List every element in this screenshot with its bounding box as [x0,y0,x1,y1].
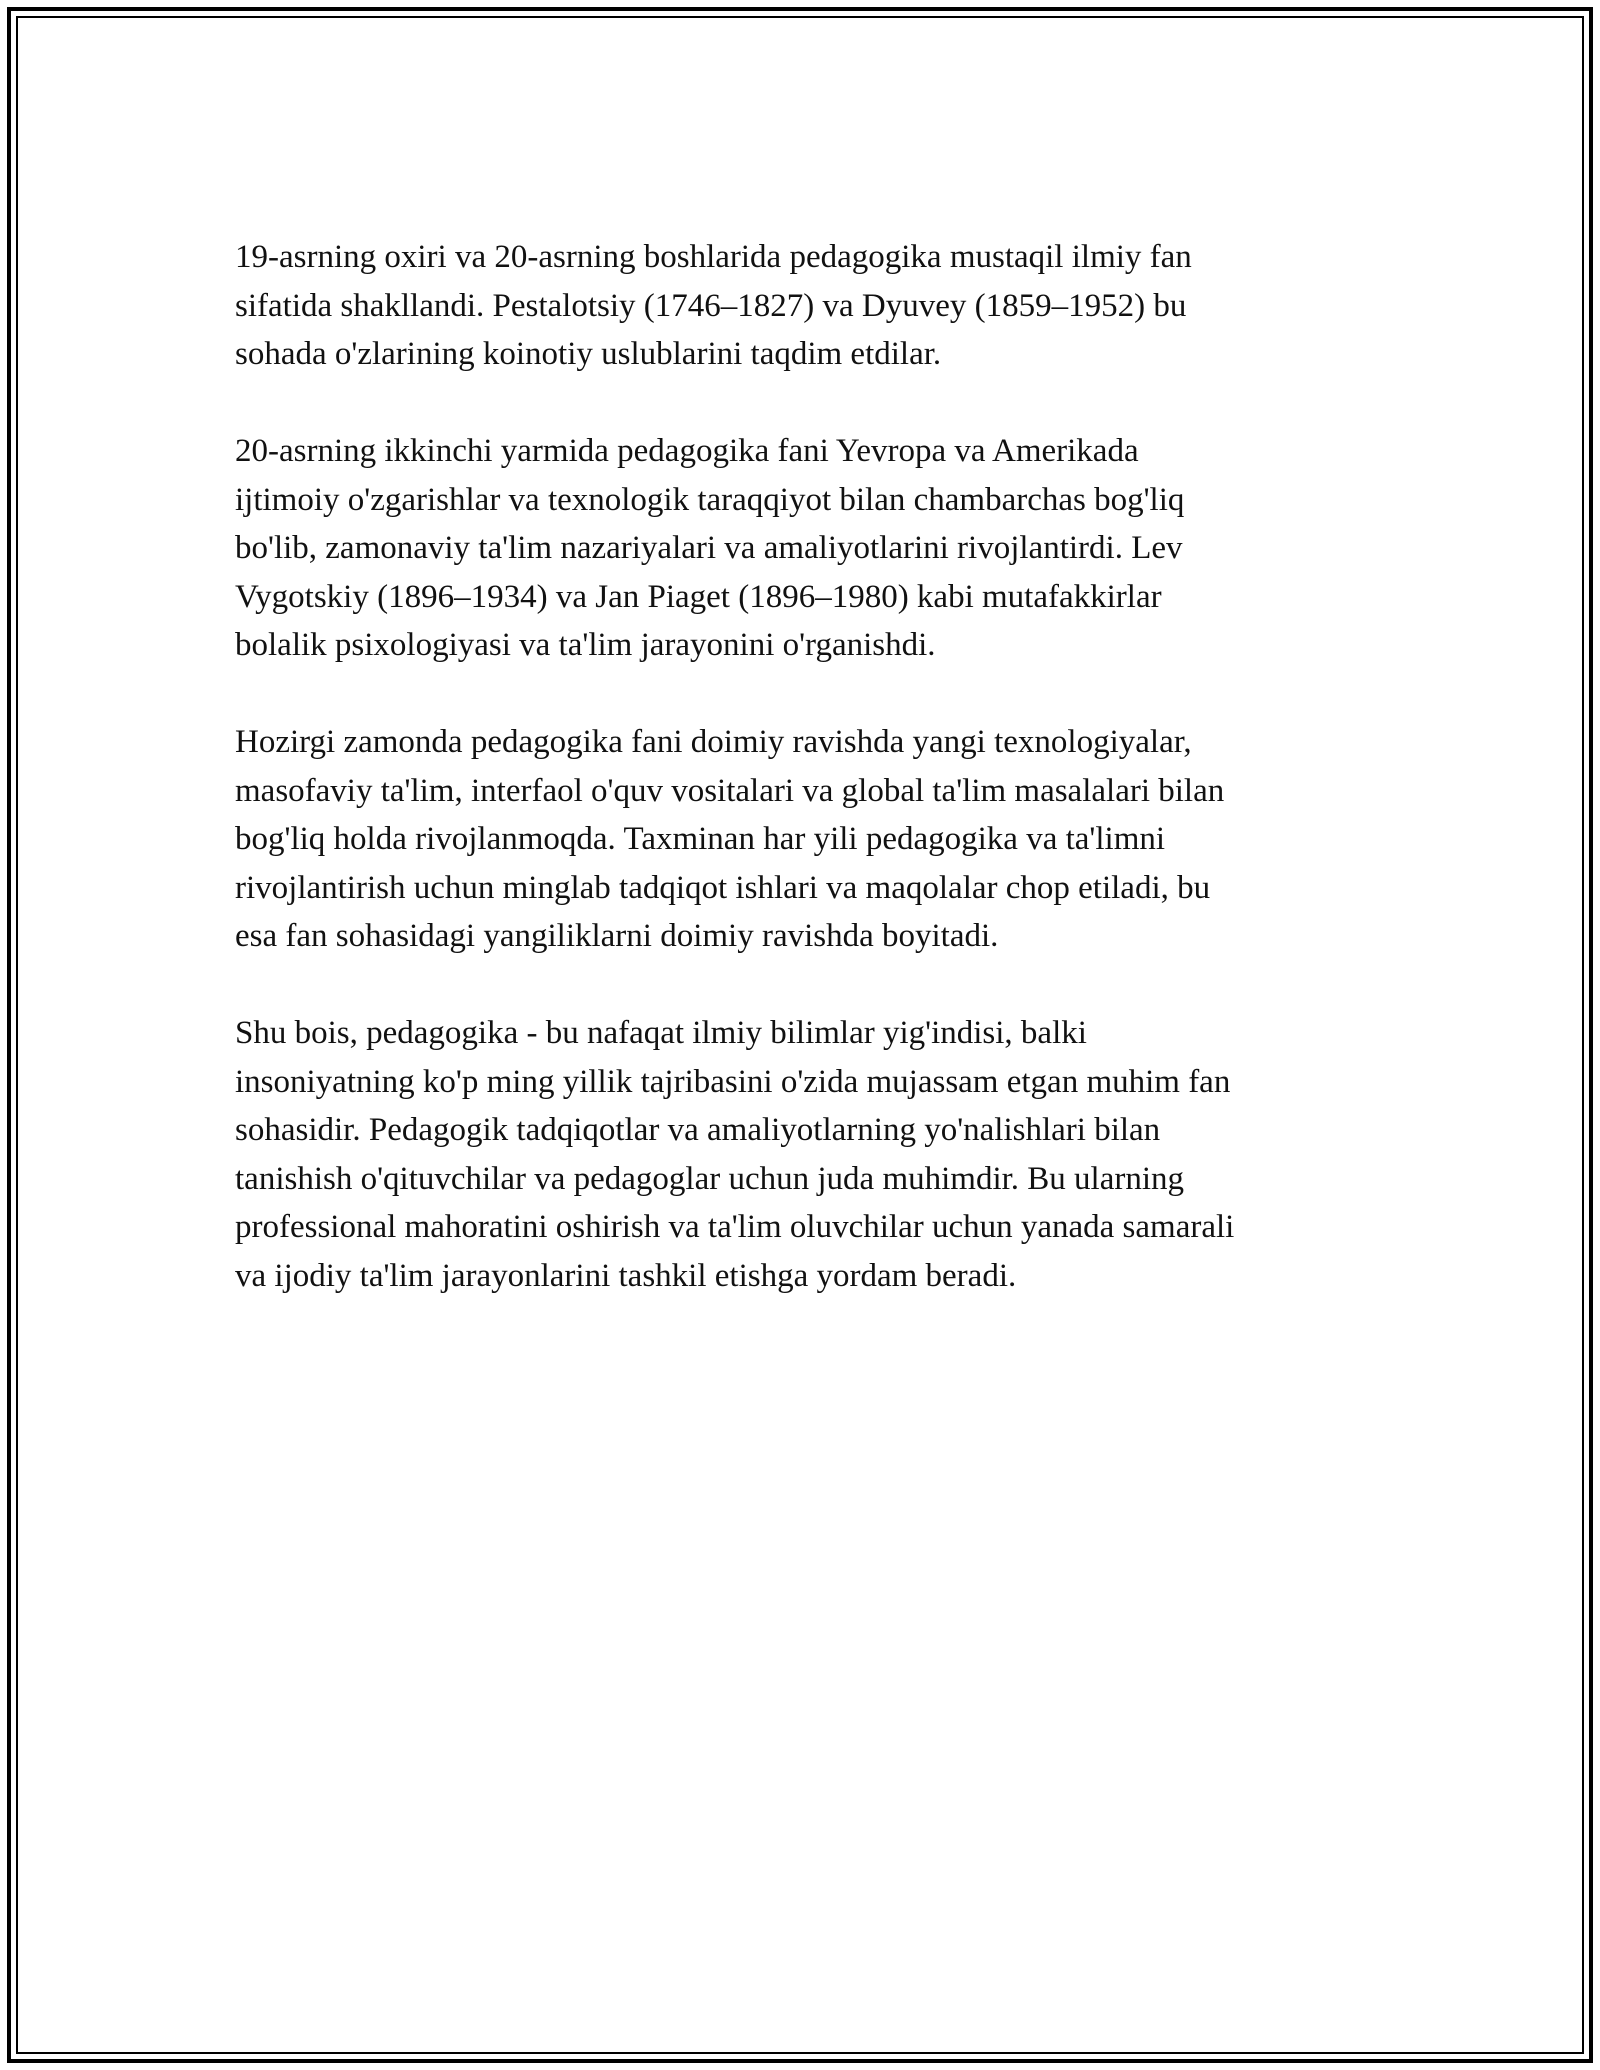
paragraph-4: Shu bois, pedagogika - bu nafaqat ilmiy bilimlar yig'indisi, balki insoniyatning ko'p ming yillik tajribasini o'zida mujassam etgan muhim fan sohasidir. Pedagogik tadqiqotlar va amaliyotlarning yo'nalishlari bilan tanishish o'qituvchilar va pedagoglar uchun juda muhimdir. Bu ularning professional mahoratini oshirish va ta'lim oluvchilar uchun yanada samarali va ijodiy ta'lim jarayonlarini tashkil etishga yordam beradi. [235,1015,1235,1294]
paragraph-2: 20-asrning ikkinchi yarmida pedagogika fani Yevropa va Amerikada ijtimoiy o'zgarishlar va texnologik taraqqiyot bilan chambarchas bog'liq bo'lib, zamonaviy ta'lim nazariyalari va amaliyotlarini rivojlantirdi. Lev Vygotskiy (1896–1934) va Jan Piaget (1896–1980) kabi mutafakkirlar bolalik psixologiyasi va ta'lim jarayonini o'rganishdi. [235,433,1185,663]
paragraph-1: 19-asrning oxiri va 20-asrning boshlarida pedagogika mustaqil ilmiy fan sifatida shakllandi. Pestalotsiy (1746–1827) va Dyuvey (1859–1952) bu sohada o'zlarining koinotiy uslublarini taqdim etdilar. [235,239,1192,372]
document-body [235,233,1365,1349]
paragraph-3: Hozirgi zamonda pedagogika fani doimiy ravishda yangi texnologiyalar, masofaviy ta'lim, interfaol o'quv vositalari va global ta'lim masalalari bilan bog'liq holda rivojlanmoqda. Taxminan har yili pedagogika va ta'limni rivojlantirish uchun minglab tadqiqot ishlari va maqolalar chop etiladi, bu esa fan sohasidagi yangiliklarni doimiy ravishda boyitadi. [235,724,1225,954]
